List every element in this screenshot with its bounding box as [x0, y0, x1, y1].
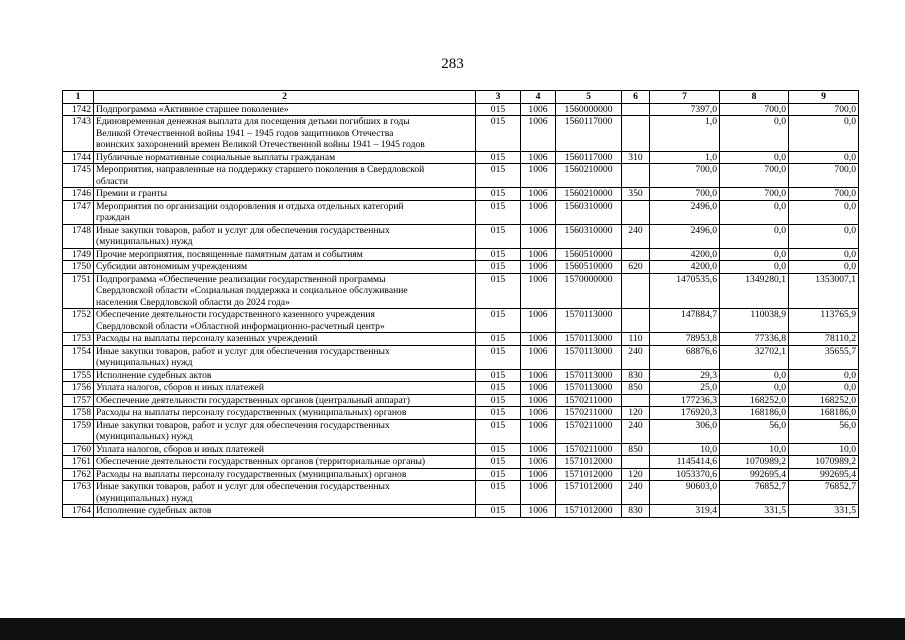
target-code: 1560117000 [556, 116, 622, 152]
section-code: 1006 [521, 248, 556, 261]
table-row [63, 273, 859, 309]
amount-col9: 0,0 [789, 224, 859, 248]
section-code: 1006 [521, 261, 556, 274]
expense-type-code: 620 [622, 261, 650, 274]
ministry-code: 015 [476, 200, 521, 224]
section-code: 1006 [521, 345, 556, 369]
ministry-code: 015 [476, 224, 521, 248]
table-row [63, 369, 859, 382]
target-code: 1570211000 [556, 419, 622, 443]
section-code: 1006 [521, 333, 556, 346]
section-code: 1006 [521, 164, 556, 188]
amount-col9: 0,0 [789, 382, 859, 395]
item-name [94, 443, 476, 456]
ministry-code: 015 [476, 116, 521, 152]
amount-col8: 700,0 [720, 103, 789, 116]
target-code: 1560210000 [556, 164, 622, 188]
section-code: 1006 [521, 443, 556, 456]
amount-col9: 168186,0 [789, 407, 859, 420]
amount-col7: 1053370,6 [650, 468, 720, 481]
amount-col9: 0,0 [789, 200, 859, 224]
item-name [94, 273, 476, 309]
section-code: 1006 [521, 468, 556, 481]
target-code: 1560510000 [556, 248, 622, 261]
amount-col9: 35655,7 [789, 345, 859, 369]
ministry-code: 015 [476, 151, 521, 164]
section-code: 1006 [521, 103, 556, 116]
amount-col7: 176920,3 [650, 407, 720, 420]
row-number: 1759 [63, 419, 94, 443]
row-number: 1746 [63, 188, 94, 201]
item-name-line: Обеспечение деятельности государственных органов (территориальные органы) [96, 456, 426, 467]
amount-col9: 0,0 [789, 261, 859, 274]
amount-col8: 168186,0 [720, 407, 789, 420]
amount-col8: 0,0 [720, 369, 789, 382]
ministry-code: 015 [476, 333, 521, 346]
item-name-line: Свердловской области «Областной информационно-расчетный центр» [96, 320, 385, 332]
expense-type-code [622, 116, 650, 152]
section-code: 1006 [521, 116, 556, 152]
row-number: 1750 [63, 261, 94, 274]
item-name-line: Мероприятия, направленные на поддержку старшего поколения в Свердловской [96, 164, 425, 175]
amount-col9: 700,0 [789, 188, 859, 201]
amount-col7: 1470535,6 [650, 273, 720, 309]
item-name-line: Исполнение судебных актов [96, 505, 212, 516]
expense-type-code [622, 273, 650, 309]
section-code: 1006 [521, 309, 556, 333]
item-name [94, 224, 476, 248]
item-name-line: Иные закупки товаров, работ и услуг для обеспечения государственных [96, 419, 390, 431]
item-name [94, 248, 476, 261]
amount-col7: 2496,0 [650, 224, 720, 248]
ministry-code: 015 [476, 419, 521, 443]
amount-col9: 113765,9 [789, 309, 859, 333]
column-header: 8 [720, 91, 789, 104]
section-code: 1006 [521, 273, 556, 309]
row-number: 1754 [63, 345, 94, 369]
amount-col8: 76852,7 [720, 481, 789, 505]
page-number: 283 [441, 56, 464, 72]
amount-col8: 700,0 [720, 164, 789, 188]
target-code: 1570000000 [556, 273, 622, 309]
scan-edge [0, 618, 905, 640]
amount-col9: 0,0 [789, 151, 859, 164]
item-name [94, 369, 476, 382]
item-name [94, 103, 476, 116]
item-name-line: (муниципальных) нужд [96, 236, 193, 247]
expense-type-code [622, 456, 650, 469]
expense-type-code [622, 309, 650, 333]
ministry-code: 015 [476, 103, 521, 116]
expense-type-code [622, 248, 650, 261]
table-row [63, 481, 859, 505]
column-header: 4 [521, 91, 556, 104]
item-name-line: граждан [96, 212, 130, 223]
ministry-code: 015 [476, 188, 521, 201]
ministry-code: 015 [476, 273, 521, 309]
item-name-line: Иные закупки товаров, работ и услуг для обеспечения государственных [96, 345, 390, 357]
amount-col9: 1353007,1 [789, 273, 859, 309]
amount-col7: 1,0 [650, 116, 720, 152]
row-number: 1763 [63, 481, 94, 505]
row-number: 1751 [63, 273, 94, 309]
amount-col8: 992695,4 [720, 468, 789, 481]
item-name-line: воинских захоронений времен Великой Отечественной войны 1941 – 1945 годов [96, 139, 425, 150]
row-number: 1752 [63, 309, 94, 333]
amount-col8: 77336,8 [720, 333, 789, 346]
column-header: 1 [63, 91, 94, 104]
table-row [63, 248, 859, 261]
amount-col7: 10,0 [650, 443, 720, 456]
item-name [94, 394, 476, 407]
target-code: 1570211000 [556, 443, 622, 456]
item-name-line: Расходы на выплаты персоналу казенных учреждений [96, 333, 318, 344]
ministry-code: 015 [476, 443, 521, 456]
ministry-code: 015 [476, 407, 521, 420]
section-code: 1006 [521, 407, 556, 420]
amount-col8: 1349280,1 [720, 273, 789, 309]
section-code: 1006 [521, 505, 556, 518]
ministry-code: 015 [476, 456, 521, 469]
table-row [63, 309, 859, 333]
section-code: 1006 [521, 151, 556, 164]
row-number: 1743 [63, 116, 94, 152]
table-row [63, 333, 859, 346]
item-name [94, 382, 476, 395]
item-name-line: Исполнение судебных актов [96, 369, 212, 381]
expense-type-code: 240 [622, 481, 650, 505]
item-name [94, 151, 476, 164]
amount-col7: 1,0 [650, 151, 720, 164]
item-name [94, 188, 476, 201]
table-row [63, 382, 859, 395]
expense-type-code: 240 [622, 419, 650, 443]
item-name-line: Уплата налогов, сборов и иных платежей [96, 443, 265, 455]
item-name-line: (муниципальных) нужд [96, 431, 193, 442]
ministry-code: 015 [476, 505, 521, 518]
table-row [63, 224, 859, 248]
ministry-code: 015 [476, 394, 521, 407]
amount-col7: 700,0 [650, 164, 720, 188]
table-row [63, 419, 859, 443]
target-code: 1570113000 [556, 369, 622, 382]
amount-col9: 0,0 [789, 116, 859, 152]
amount-col8: 10,0 [720, 443, 789, 456]
section-code: 1006 [521, 369, 556, 382]
target-code: 1571012000 [556, 505, 622, 518]
table-row [63, 103, 859, 116]
amount-col8: 32702,1 [720, 345, 789, 369]
expense-type-code [622, 103, 650, 116]
item-name [94, 468, 476, 481]
table-row [63, 407, 859, 420]
row-number: 1748 [63, 224, 94, 248]
item-name-line: Обеспечение деятельности государственных органов (центральный аппарат) [96, 394, 410, 406]
row-number: 1745 [63, 164, 94, 188]
item-name-line: Расходы на выплаты персоналу государственных (муниципальных) органов [96, 468, 407, 480]
target-code: 1570113000 [556, 309, 622, 333]
amount-col9: 168252,0 [789, 394, 859, 407]
item-name-line: Свердловской области «Социальная поддержка и социальное обслуживание [96, 285, 408, 296]
item-name-line: Обеспечение деятельности государственного казенного учреждения [96, 309, 375, 320]
item-name [94, 164, 476, 188]
table-row [63, 164, 859, 188]
item-name-line: Субсидии автономным учреждениям [96, 261, 248, 272]
item-name [94, 261, 476, 274]
row-number: 1742 [63, 103, 94, 116]
amount-col8: 0,0 [720, 224, 789, 248]
item-name-line: Иные закупки товаров, работ и услуг для обеспечения государственных [96, 481, 390, 492]
table-row [63, 456, 859, 469]
ministry-code: 015 [476, 345, 521, 369]
amount-col9: 10,0 [789, 443, 859, 456]
ministry-code: 015 [476, 309, 521, 333]
section-code: 1006 [521, 419, 556, 443]
ministry-code: 015 [476, 369, 521, 382]
amount-col7: 147884,7 [650, 309, 720, 333]
row-number: 1749 [63, 248, 94, 261]
ministry-code: 015 [476, 481, 521, 505]
amount-col7: 4200,0 [650, 248, 720, 261]
target-code: 1570113000 [556, 345, 622, 369]
amount-col8: 1070989,2 [720, 456, 789, 469]
item-name-line: Иные закупки товаров, работ и услуг для обеспечения государственных [96, 224, 390, 236]
row-number: 1757 [63, 394, 94, 407]
row-number: 1761 [63, 456, 94, 469]
item-name-line: Премии и гранты [96, 188, 168, 199]
amount-col8: 331,5 [720, 505, 789, 518]
target-code: 1570113000 [556, 333, 622, 346]
expense-type-code: 120 [622, 468, 650, 481]
amount-col8: 700,0 [720, 188, 789, 201]
amount-col9: 700,0 [789, 164, 859, 188]
header-row [63, 91, 859, 104]
item-name-line: (муниципальных) нужд [96, 492, 193, 504]
amount-col9: 0,0 [789, 369, 859, 382]
section-code: 1006 [521, 188, 556, 201]
expense-type-code: 120 [622, 407, 650, 420]
item-name-line: (муниципальных) нужд [96, 357, 193, 368]
amount-col9: 56,0 [789, 419, 859, 443]
item-name [94, 481, 476, 505]
item-name-line: области [96, 175, 129, 187]
row-number: 1760 [63, 443, 94, 456]
amount-col7: 2496,0 [650, 200, 720, 224]
budget-table [62, 90, 859, 518]
amount-col7: 78953,8 [650, 333, 720, 346]
item-name [94, 419, 476, 443]
amount-col8: 168252,0 [720, 394, 789, 407]
row-number: 1764 [63, 505, 94, 518]
amount-col8: 0,0 [720, 261, 789, 274]
ministry-code: 015 [476, 261, 521, 274]
item-name [94, 505, 476, 518]
item-name [94, 345, 476, 369]
item-name-line: Расходы на выплаты персоналу государственных (муниципальных) органов [96, 407, 407, 418]
column-header: 2 [94, 91, 476, 104]
row-number: 1758 [63, 407, 94, 420]
target-code: 1571012000 [556, 468, 622, 481]
amount-col8: 0,0 [720, 116, 789, 152]
amount-col7: 90603,0 [650, 481, 720, 505]
row-number: 1747 [63, 200, 94, 224]
amount-col8: 110038,9 [720, 309, 789, 333]
item-name-line: населения Свердловской области до 2024 года» [96, 296, 290, 308]
table-row [63, 505, 859, 518]
column-header: 3 [476, 91, 521, 104]
amount-col9: 1070989,2 [789, 456, 859, 469]
expense-type-code: 310 [622, 151, 650, 164]
target-code: 1570113000 [556, 382, 622, 395]
item-name [94, 333, 476, 346]
item-name-line: Подпрограмма «Активное старшее поколение» [96, 103, 289, 115]
amount-col7: 25,0 [650, 382, 720, 395]
target-code: 1560310000 [556, 224, 622, 248]
table-row [63, 188, 859, 201]
table-row [63, 151, 859, 164]
expense-type-code [622, 394, 650, 407]
amount-col7: 1145414,6 [650, 456, 720, 469]
amount-col8: 0,0 [720, 382, 789, 395]
amount-col7: 177236,3 [650, 394, 720, 407]
item-name-line: Великой Отечественной войны 1941 – 1945 годов защитников Отечества [96, 127, 394, 139]
item-name-line: Прочие мероприятия, посвященные памятным датам и событиям [96, 248, 363, 260]
section-code: 1006 [521, 382, 556, 395]
item-name-line: Подпрограмма «Обеспечение реализации государственной программы [96, 273, 386, 285]
target-code: 1560310000 [556, 200, 622, 224]
amount-col7: 306,0 [650, 419, 720, 443]
table-row [63, 345, 859, 369]
table-row [63, 116, 859, 152]
target-code: 1560117000 [556, 151, 622, 164]
row-number: 1744 [63, 151, 94, 164]
item-name-line: Уплата налогов, сборов и иных платежей [96, 382, 265, 393]
row-number: 1755 [63, 369, 94, 382]
amount-col8: 56,0 [720, 419, 789, 443]
amount-col8: 0,0 [720, 200, 789, 224]
amount-col9: 331,5 [789, 505, 859, 518]
expense-type-code: 850 [622, 382, 650, 395]
target-code: 1560210000 [556, 188, 622, 201]
section-code: 1006 [521, 224, 556, 248]
amount-col7: 319,4 [650, 505, 720, 518]
row-number: 1762 [63, 468, 94, 481]
column-header: 5 [556, 91, 622, 104]
expense-type-code [622, 164, 650, 188]
item-name [94, 407, 476, 420]
amount-col8: 0,0 [720, 248, 789, 261]
amount-col7: 4200,0 [650, 261, 720, 274]
table-row [63, 261, 859, 274]
item-name-line: Единовременная денежная выплата для посещения детьми погибших в годы [96, 116, 410, 127]
amount-col9: 0,0 [789, 248, 859, 261]
expense-type-code: 240 [622, 224, 650, 248]
item-name [94, 456, 476, 469]
ministry-code: 015 [476, 382, 521, 395]
expense-type-code: 850 [622, 443, 650, 456]
amount-col7: 700,0 [650, 188, 720, 201]
ministry-code: 015 [476, 248, 521, 261]
amount-col9: 76852,7 [789, 481, 859, 505]
table-row [63, 468, 859, 481]
item-name-line: Публичные нормативные социальные выплаты гражданам [96, 151, 336, 163]
amount-col7: 7397,0 [650, 103, 720, 116]
item-name [94, 116, 476, 152]
target-code: 1560510000 [556, 261, 622, 274]
target-code: 1570211000 [556, 394, 622, 407]
target-code: 1570211000 [556, 407, 622, 420]
table-row [63, 394, 859, 407]
table-row [63, 443, 859, 456]
target-code: 1571012000 [556, 456, 622, 469]
expense-type-code: 110 [622, 333, 650, 346]
target-code: 1560000000 [556, 103, 622, 116]
amount-col8: 0,0 [720, 151, 789, 164]
section-code: 1006 [521, 481, 556, 505]
row-number: 1753 [63, 333, 94, 346]
target-code: 1571012000 [556, 481, 622, 505]
ministry-code: 015 [476, 468, 521, 481]
item-name [94, 200, 476, 224]
table-row [63, 200, 859, 224]
column-header: 9 [789, 91, 859, 104]
section-code: 1006 [521, 394, 556, 407]
expense-type-code: 830 [622, 505, 650, 518]
section-code: 1006 [521, 456, 556, 469]
item-name-line: Мероприятия по организации оздоровления и отдыха отдельных категорий [96, 200, 404, 212]
column-header: 6 [622, 91, 650, 104]
column-header: 7 [650, 91, 720, 104]
amount-col9: 78110,2 [789, 333, 859, 346]
expense-type-code: 240 [622, 345, 650, 369]
ministry-code: 015 [476, 164, 521, 188]
amount-col7: 68876,6 [650, 345, 720, 369]
row-number: 1756 [63, 382, 94, 395]
amount-col7: 29,3 [650, 369, 720, 382]
table-body [63, 103, 859, 517]
section-code: 1006 [521, 200, 556, 224]
expense-type-code [622, 200, 650, 224]
item-name [94, 309, 476, 333]
expense-type-code: 350 [622, 188, 650, 201]
expense-type-code: 830 [622, 369, 650, 382]
amount-col9: 992695,4 [789, 468, 859, 481]
amount-col9: 700,0 [789, 103, 859, 116]
